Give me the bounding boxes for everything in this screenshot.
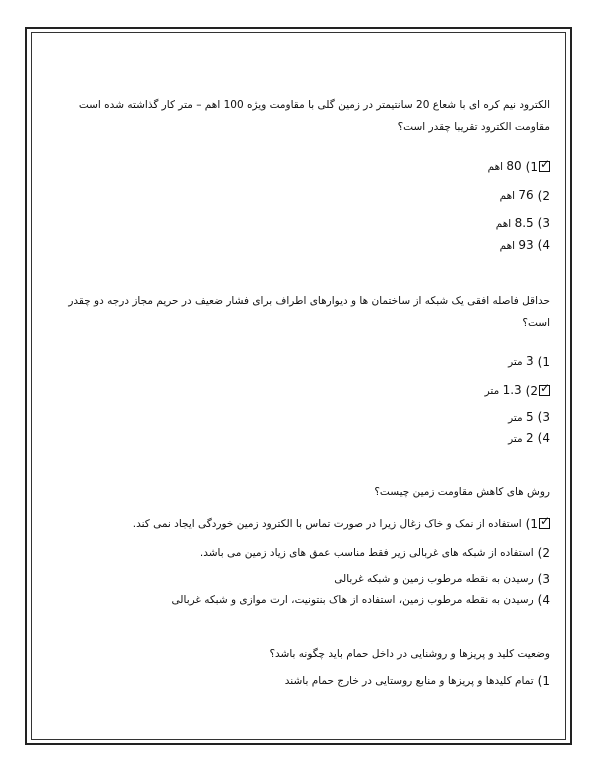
- question-3-text: روش های کاهش مقاومت زمین چیست؟: [374, 486, 550, 498]
- question-4-text: وضعیت کلید و پریزها و روشنایی در داخل حمام باید چگونه باشد؟: [269, 648, 550, 660]
- question-1-text: الکترود نیم کره ای با شعاع 20 سانتیمتر در زمین گلی با مقاومت ویژه 100 اهم – متر کار گذاشته شده است مقاومت الکترود تقریبا چقدر است؟: [78, 99, 550, 133]
- checkbox-checked-icon: ✓: [540, 381, 551, 395]
- option-3[interactable]: 3) 8.5 اهم: [495, 215, 550, 230]
- option-1[interactable]: 1) تمام کلیدها و پریزها و منابع روستایی در خارج حمام باشند: [284, 674, 550, 688]
- option-2[interactable]: 2) 76 اهم: [499, 188, 550, 203]
- option-1[interactable]: ✓ 1) استفاده از نمک و خاک زغال زیرا در صورت تماس با الکترود زمین خوردگی ایجاد نمی کند.: [132, 514, 551, 531]
- question-1-options: [50, 152, 550, 254]
- option-4[interactable]: 4) 2 متر: [508, 430, 550, 445]
- option-4[interactable]: 4) 93 اهم: [499, 237, 550, 252]
- option-2[interactable]: 2) استفاده از شبکه های غربالی زیر فقط مناسب عمق های زیاد زمین می باشد.: [199, 545, 550, 560]
- option-4[interactable]: 4) رسیدن به نقطه مرطوب زمین، استفاده از هاک بنتونیت، ارت موازی و شبکه غربالی: [171, 593, 550, 607]
- question-list: [50, 94, 550, 691]
- question-2-options: [50, 347, 550, 447]
- option-2[interactable]: ✓ 2) 1.3 متر: [484, 381, 551, 398]
- option-3[interactable]: 3) 5 متر: [508, 409, 550, 424]
- option-3[interactable]: 3) رسیدن به نقطه مرطوب زمین و شبکه غربالی: [334, 572, 550, 586]
- question-2-text: حداقل فاصله افقی یک شبکه از ساختمان ها و دیوارهای اطراف برای فشار ضعیف در حریم مجاز درجه دو چقدر است؟: [68, 295, 550, 329]
- checkbox-checked-icon: ✓: [540, 157, 551, 171]
- question-3-options: [50, 509, 550, 609]
- option-1[interactable]: 1) 3 متر: [508, 354, 550, 369]
- checkbox-checked-icon: ✓: [540, 514, 551, 528]
- question-4-options: [50, 671, 550, 691]
- option-1[interactable]: ✓ 1) 80 اهم: [487, 157, 551, 174]
